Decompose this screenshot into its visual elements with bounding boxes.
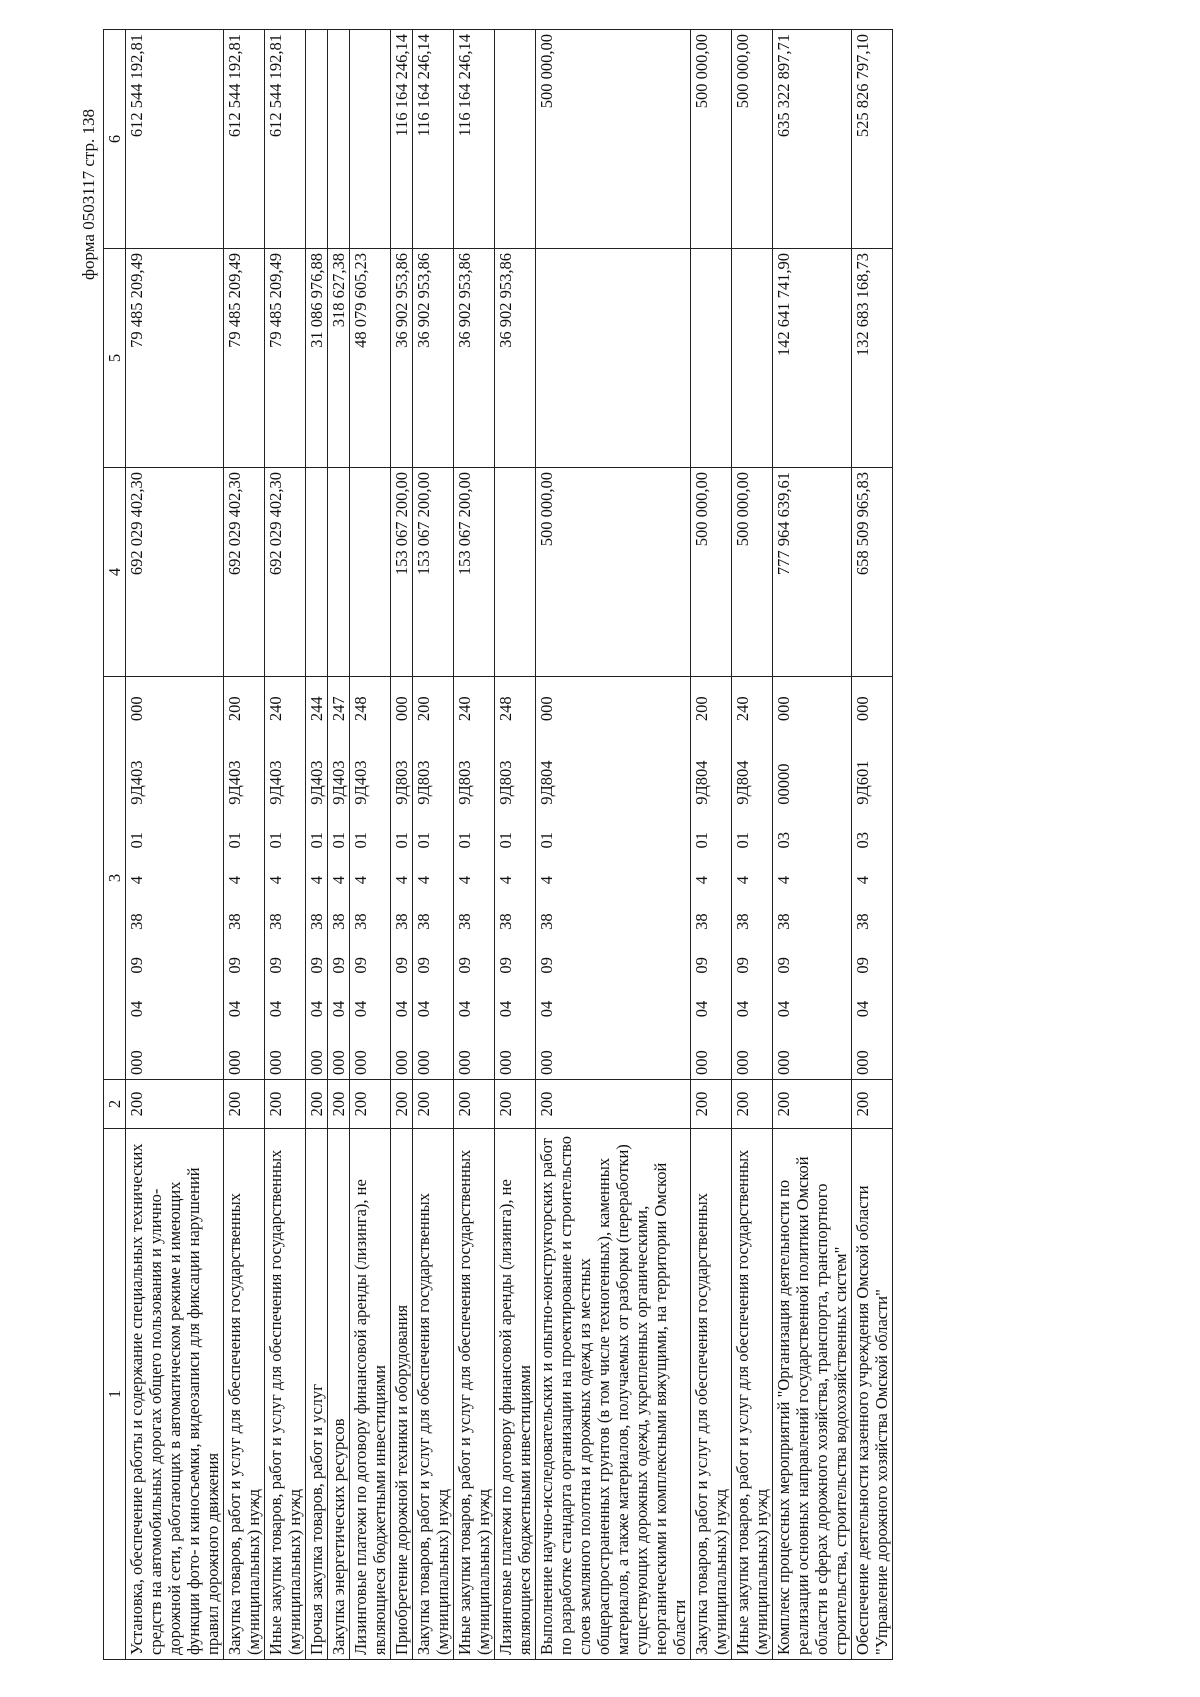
row-executed-amount: 142 641 741,90 — [773, 249, 852, 468]
row-line-code: 200 — [413, 1080, 454, 1129]
code-segment: 38 — [225, 913, 244, 930]
code-segment: 01 — [392, 831, 411, 849]
budget-classification-code — [225, 681, 244, 1075]
budget-classification-code — [307, 681, 326, 1075]
row-unexecuted-amount: 116 164 246,14 — [454, 30, 495, 249]
budget-classification-code — [774, 681, 793, 1075]
row-executed-amount — [732, 249, 773, 468]
budget-table — [103, 29, 893, 1660]
row-budget-code — [306, 677, 328, 1080]
code-segment: 38 — [496, 913, 515, 930]
row-name: Комплекс процессных мероприятий "Организация деятельности по реализации основных направлений государственной политики Омской области в сферах дорожного хозяйства, транспорта, транспортного строительства, строительства водохозяйственных систем" — [773, 1129, 852, 1660]
row-unexecuted-amount — [328, 30, 350, 249]
budget-classification-code — [414, 681, 433, 1075]
row-name: Приобретение дорожной техники и оборудования — [391, 1129, 413, 1660]
code-segment: 09 — [307, 957, 326, 974]
row-unexecuted-amount: 500 000,00 — [536, 30, 691, 249]
code-segment: 01 — [266, 831, 285, 849]
code-segment: 000 — [392, 1050, 411, 1075]
code-segment: 000 — [853, 696, 872, 722]
row-name: Закупка энергетических ресурсов — [328, 1129, 350, 1660]
row-executed-amount: 36 902 953,86 — [413, 249, 454, 468]
code-segment: 9Д403 — [225, 760, 244, 805]
row-unexecuted-amount: 500 000,00 — [732, 30, 773, 249]
table-row — [413, 30, 454, 1660]
row-line-code: 200 — [536, 1080, 691, 1129]
code-segment: 4 — [307, 875, 326, 885]
code-segment: 000 — [774, 1050, 793, 1075]
row-line-code: 200 — [328, 1080, 350, 1129]
code-segment: 01 — [329, 831, 348, 849]
row-budget-code — [391, 677, 413, 1080]
code-segment: 09 — [496, 957, 515, 974]
row-line-code: 200 — [495, 1080, 536, 1129]
row-unexecuted-amount: 612 544 192,81 — [265, 30, 306, 249]
code-segment: 244 — [307, 696, 326, 722]
code-segment: 4 — [266, 875, 285, 885]
code-segment: 38 — [127, 913, 146, 930]
code-segment: 38 — [774, 913, 793, 930]
row-budget-code — [265, 677, 306, 1080]
code-segment: 04 — [307, 1000, 326, 1018]
table-row — [495, 30, 536, 1660]
row-budget-code — [691, 677, 732, 1080]
code-segment: 38 — [692, 913, 711, 930]
code-segment: 04 — [537, 1000, 556, 1018]
row-budget-code — [126, 677, 224, 1080]
budget-classification-code — [733, 681, 752, 1075]
code-segment: 09 — [329, 957, 348, 974]
row-approved-amount: 692 029 402,30 — [224, 468, 265, 677]
code-segment: 000 — [307, 1050, 326, 1075]
code-segment: 38 — [392, 913, 411, 930]
code-segment: 09 — [266, 957, 285, 974]
row-unexecuted-amount — [306, 30, 328, 249]
code-segment: 000 — [127, 696, 146, 722]
row-name: Лизинговые платежи по договору финансовой аренды (лизинга), не являющиеся бюджетными инвестициями — [495, 1129, 536, 1660]
code-segment: 000 — [774, 696, 793, 722]
row-line-code: 200 — [350, 1080, 391, 1129]
row-approved-amount: 153 067 200,00 — [454, 468, 495, 677]
row-executed-amount: 318 627,38 — [328, 249, 350, 468]
code-segment: 09 — [774, 957, 793, 974]
code-segment: 000 — [455, 1050, 474, 1075]
code-segment: 4 — [733, 875, 752, 885]
code-segment: 38 — [853, 913, 872, 930]
code-segment: 4 — [127, 875, 146, 885]
row-executed-amount: 79 485 209,49 — [224, 249, 265, 468]
code-segment: 01 — [225, 831, 244, 849]
table-row — [536, 30, 691, 1660]
row-name: Установка, обеспечение работы и содержание специальных технических средств на автомобильных дорогах общего пользования и улично-дорожной сети, работающих в автоматическом режиме и имеющих функции фото- и киносъемки, видеозаписи для фиксации нарушений правил дорожного движения — [126, 1129, 224, 1660]
code-segment: 9Д803 — [455, 760, 474, 805]
row-unexecuted-amount: 612 544 192,81 — [224, 30, 265, 249]
code-segment: 04 — [127, 1000, 146, 1018]
code-segment: 04 — [266, 1000, 285, 1018]
report-sheet — [55, 34, 1155, 1660]
row-name: Иные закупки товаров, работ и услуг для обеспечения государственных (муниципальных) нужд — [732, 1129, 773, 1660]
row-line-code: 200 — [852, 1080, 893, 1129]
table-row — [328, 30, 350, 1660]
row-budget-code — [413, 677, 454, 1080]
row-unexecuted-amount: 116 164 246,14 — [391, 30, 413, 249]
row-name: Закупка товаров, работ и услуг для обеспечения государственных (муниципальных) нужд — [413, 1129, 454, 1660]
budget-classification-code — [351, 681, 370, 1075]
code-segment: 000 — [537, 696, 556, 722]
code-segment: 04 — [329, 1000, 348, 1018]
code-segment: 09 — [692, 957, 711, 974]
row-executed-amount: 31 086 976,88 — [306, 249, 328, 468]
row-executed-amount: 79 485 209,49 — [265, 249, 306, 468]
code-segment: 04 — [774, 1000, 793, 1018]
row-line-code: 200 — [691, 1080, 732, 1129]
code-segment: 4 — [225, 875, 244, 885]
code-segment: 01 — [307, 831, 326, 849]
code-segment: 01 — [414, 831, 433, 849]
code-segment: 01 — [692, 831, 711, 849]
row-line-code: 200 — [306, 1080, 328, 1129]
code-segment: 01 — [351, 831, 370, 849]
column-header-4: 4 — [104, 468, 126, 677]
code-segment: 4 — [496, 875, 515, 885]
row-line-code: 200 — [265, 1080, 306, 1129]
code-segment: 38 — [537, 913, 556, 930]
code-segment: 9Д804 — [733, 760, 752, 805]
code-segment: 9Д403 — [266, 760, 285, 805]
row-executed-amount: 79 485 209,49 — [126, 249, 224, 468]
table-row — [691, 30, 732, 1660]
code-segment: 4 — [853, 875, 872, 885]
row-unexecuted-amount: 612 544 192,81 — [126, 30, 224, 249]
row-executed-amount: 36 902 953,86 — [391, 249, 413, 468]
budget-classification-code — [496, 681, 515, 1075]
code-segment: 04 — [351, 1000, 370, 1018]
code-segment: 000 — [392, 696, 411, 722]
code-segment: 000 — [853, 1050, 872, 1075]
row-approved-amount: 658 509 965,83 — [852, 468, 893, 677]
table-row — [852, 30, 893, 1660]
row-name: Закупка товаров, работ и услуг для обеспечения государственных (муниципальных) нужд — [691, 1129, 732, 1660]
code-segment: 240 — [266, 696, 285, 722]
code-segment: 9Д601 — [853, 760, 872, 805]
code-segment: 09 — [351, 957, 370, 974]
code-segment: 4 — [692, 875, 711, 885]
code-segment: 04 — [225, 1000, 244, 1018]
code-segment: 240 — [733, 696, 752, 722]
row-name: Прочая закупка товаров, работ и услуг — [306, 1129, 328, 1660]
code-segment: 38 — [266, 913, 285, 930]
code-segment: 4 — [392, 875, 411, 885]
code-segment: 00000 — [774, 763, 793, 805]
row-budget-code — [495, 677, 536, 1080]
code-segment: 01 — [496, 831, 515, 849]
code-segment: 04 — [392, 1000, 411, 1018]
code-segment: 4 — [455, 875, 474, 885]
row-approved-amount — [350, 468, 391, 677]
row-name: Иные закупки товаров, работ и услуг для обеспечения государственных (муниципальных) нужд — [265, 1129, 306, 1660]
row-line-code: 200 — [224, 1080, 265, 1129]
code-segment: 000 — [414, 1050, 433, 1075]
code-segment: 000 — [692, 1050, 711, 1075]
row-executed-amount — [536, 249, 691, 468]
code-segment: 4 — [774, 875, 793, 885]
row-approved-amount: 500 000,00 — [691, 468, 732, 677]
row-executed-amount: 48 079 605,23 — [350, 249, 391, 468]
code-segment: 9Д803 — [392, 760, 411, 805]
row-approved-amount: 153 067 200,00 — [413, 468, 454, 677]
row-executed-amount — [691, 249, 732, 468]
row-unexecuted-amount: 500 000,00 — [691, 30, 732, 249]
table-row — [224, 30, 265, 1660]
row-executed-amount: 36 902 953,86 — [454, 249, 495, 468]
table-row — [454, 30, 495, 1660]
code-segment: 4 — [329, 875, 348, 885]
table-row — [732, 30, 773, 1660]
code-segment: 09 — [414, 957, 433, 974]
row-name: Обеспечение деятельности казенного учреждения Омской области "Управление дорожного хозяйства Омской области" — [852, 1129, 893, 1660]
code-segment: 04 — [455, 1000, 474, 1018]
code-segment: 01 — [127, 831, 146, 849]
budget-classification-code — [266, 681, 285, 1075]
code-segment: 000 — [329, 1050, 348, 1075]
table-row — [773, 30, 852, 1660]
code-segment: 01 — [455, 831, 474, 849]
row-budget-code — [773, 677, 852, 1080]
code-segment: 200 — [225, 696, 244, 722]
budget-classification-code — [127, 681, 146, 1075]
code-segment: 248 — [496, 696, 515, 722]
code-segment: 247 — [329, 696, 348, 722]
table-row — [306, 30, 328, 1660]
code-segment: 04 — [692, 1000, 711, 1018]
code-segment: 01 — [733, 831, 752, 849]
row-line-code: 200 — [732, 1080, 773, 1129]
code-segment: 09 — [853, 957, 872, 974]
form-code: форма 0503117 стр. 138 — [79, 109, 98, 280]
code-segment: 09 — [392, 957, 411, 974]
row-name: Лизинговые платежи по договору финансовой аренды (лизинга), не являющиеся бюджетными инвестициями — [350, 1129, 391, 1660]
code-segment: 9Д803 — [496, 760, 515, 805]
code-segment: 04 — [733, 1000, 752, 1018]
row-budget-code — [224, 677, 265, 1080]
code-segment: 4 — [414, 875, 433, 885]
code-segment: 000 — [537, 1050, 556, 1075]
column-header-2: 2 — [104, 1080, 126, 1129]
row-line-code: 200 — [126, 1080, 224, 1129]
row-approved-amount: 692 029 402,30 — [265, 468, 306, 677]
row-approved-amount: 500 000,00 — [536, 468, 691, 677]
code-segment: 38 — [307, 913, 326, 930]
code-segment: 01 — [537, 831, 556, 849]
column-header-1: 1 — [104, 1129, 126, 1660]
code-segment: 38 — [351, 913, 370, 930]
code-segment: 04 — [853, 1000, 872, 1018]
code-segment: 200 — [414, 696, 433, 722]
code-segment: 200 — [692, 696, 711, 722]
code-segment: 09 — [225, 957, 244, 974]
code-segment: 09 — [733, 957, 752, 974]
row-budget-code — [852, 677, 893, 1080]
row-unexecuted-amount — [495, 30, 536, 249]
row-line-code: 200 — [773, 1080, 852, 1129]
budget-classification-code — [329, 681, 348, 1075]
row-executed-amount: 36 902 953,86 — [495, 249, 536, 468]
table-row — [350, 30, 391, 1660]
code-segment: 03 — [774, 831, 793, 849]
code-segment: 04 — [414, 1000, 433, 1018]
code-segment: 9Д403 — [307, 760, 326, 805]
code-segment: 38 — [414, 913, 433, 930]
code-segment: 9Д403 — [351, 760, 370, 805]
code-segment: 38 — [733, 913, 752, 930]
code-segment: 38 — [329, 913, 348, 930]
code-segment: 38 — [455, 913, 474, 930]
row-budget-code — [328, 677, 350, 1080]
code-segment: 9Д403 — [329, 760, 348, 805]
row-budget-code — [732, 677, 773, 1080]
budget-classification-code — [537, 681, 556, 1075]
code-segment: 04 — [496, 1000, 515, 1018]
row-name: Иные закупки товаров, работ и услуг для обеспечения государственных (муниципальных) нужд — [454, 1129, 495, 1660]
code-segment: 4 — [537, 875, 556, 885]
code-segment: 000 — [496, 1050, 515, 1075]
code-segment: 240 — [455, 696, 474, 722]
budget-classification-code — [692, 681, 711, 1075]
budget-classification-code — [392, 681, 411, 1075]
row-line-code: 200 — [454, 1080, 495, 1129]
row-unexecuted-amount: 116 164 246,14 — [413, 30, 454, 249]
code-segment: 248 — [351, 696, 370, 722]
code-segment: 9Д403 — [127, 760, 146, 805]
row-name: Закупка товаров, работ и услуг для обеспечения государственных (муниципальных) нужд — [224, 1129, 265, 1660]
code-segment: 03 — [853, 831, 872, 849]
row-unexecuted-amount — [350, 30, 391, 249]
row-unexecuted-amount: 525 826 797,10 — [852, 30, 893, 249]
code-segment: 9Д804 — [537, 760, 556, 805]
row-executed-amount: 132 683 168,73 — [852, 249, 893, 468]
budget-classification-code — [455, 681, 474, 1075]
row-budget-code — [454, 677, 495, 1080]
column-header-5: 5 — [104, 249, 126, 468]
code-segment: 09 — [127, 957, 146, 974]
code-segment: 4 — [351, 875, 370, 885]
table-body — [126, 30, 893, 1660]
budget-classification-code — [853, 681, 872, 1075]
code-segment: 09 — [537, 957, 556, 974]
row-budget-code — [536, 677, 691, 1080]
table-row — [126, 30, 224, 1660]
row-approved-amount: 153 067 200,00 — [391, 468, 413, 677]
row-approved-amount — [328, 468, 350, 677]
code-segment: 000 — [266, 1050, 285, 1075]
column-header-6: 6 — [104, 30, 126, 249]
code-segment: 000 — [127, 1050, 146, 1075]
table-row — [391, 30, 413, 1660]
code-segment: 000 — [351, 1050, 370, 1075]
code-segment: 09 — [455, 957, 474, 974]
code-segment: 9Д803 — [414, 760, 433, 805]
column-header-3: 3 — [104, 677, 126, 1080]
code-segment: 000 — [733, 1050, 752, 1075]
table-row — [265, 30, 306, 1660]
row-budget-code — [350, 677, 391, 1080]
row-unexecuted-amount: 635 322 897,71 — [773, 30, 852, 249]
row-line-code: 200 — [391, 1080, 413, 1129]
code-segment: 000 — [225, 1050, 244, 1075]
code-segment: 9Д804 — [692, 760, 711, 805]
column-number-row — [104, 30, 126, 1660]
row-approved-amount — [306, 468, 328, 677]
row-name: Выполнение научно-исследовательских и опытно-конструкторских работ по разработке стандарта организации на проектирование и строительство слоев земляного полотна и дорожных одежд из местных общераспространенных грунтов (в том числе техногенных), каменных материалов, а также материалов, получаемых от разборки (переработки) существующих дорожных одежд, укрепленных органическими, неорганическими и комплексными вяжущими, на территории Омской области — [536, 1129, 691, 1660]
row-approved-amount: 777 964 639,61 — [773, 468, 852, 677]
row-approved-amount: 692 029 402,30 — [126, 468, 224, 677]
row-approved-amount — [495, 468, 536, 677]
row-approved-amount: 500 000,00 — [732, 468, 773, 677]
